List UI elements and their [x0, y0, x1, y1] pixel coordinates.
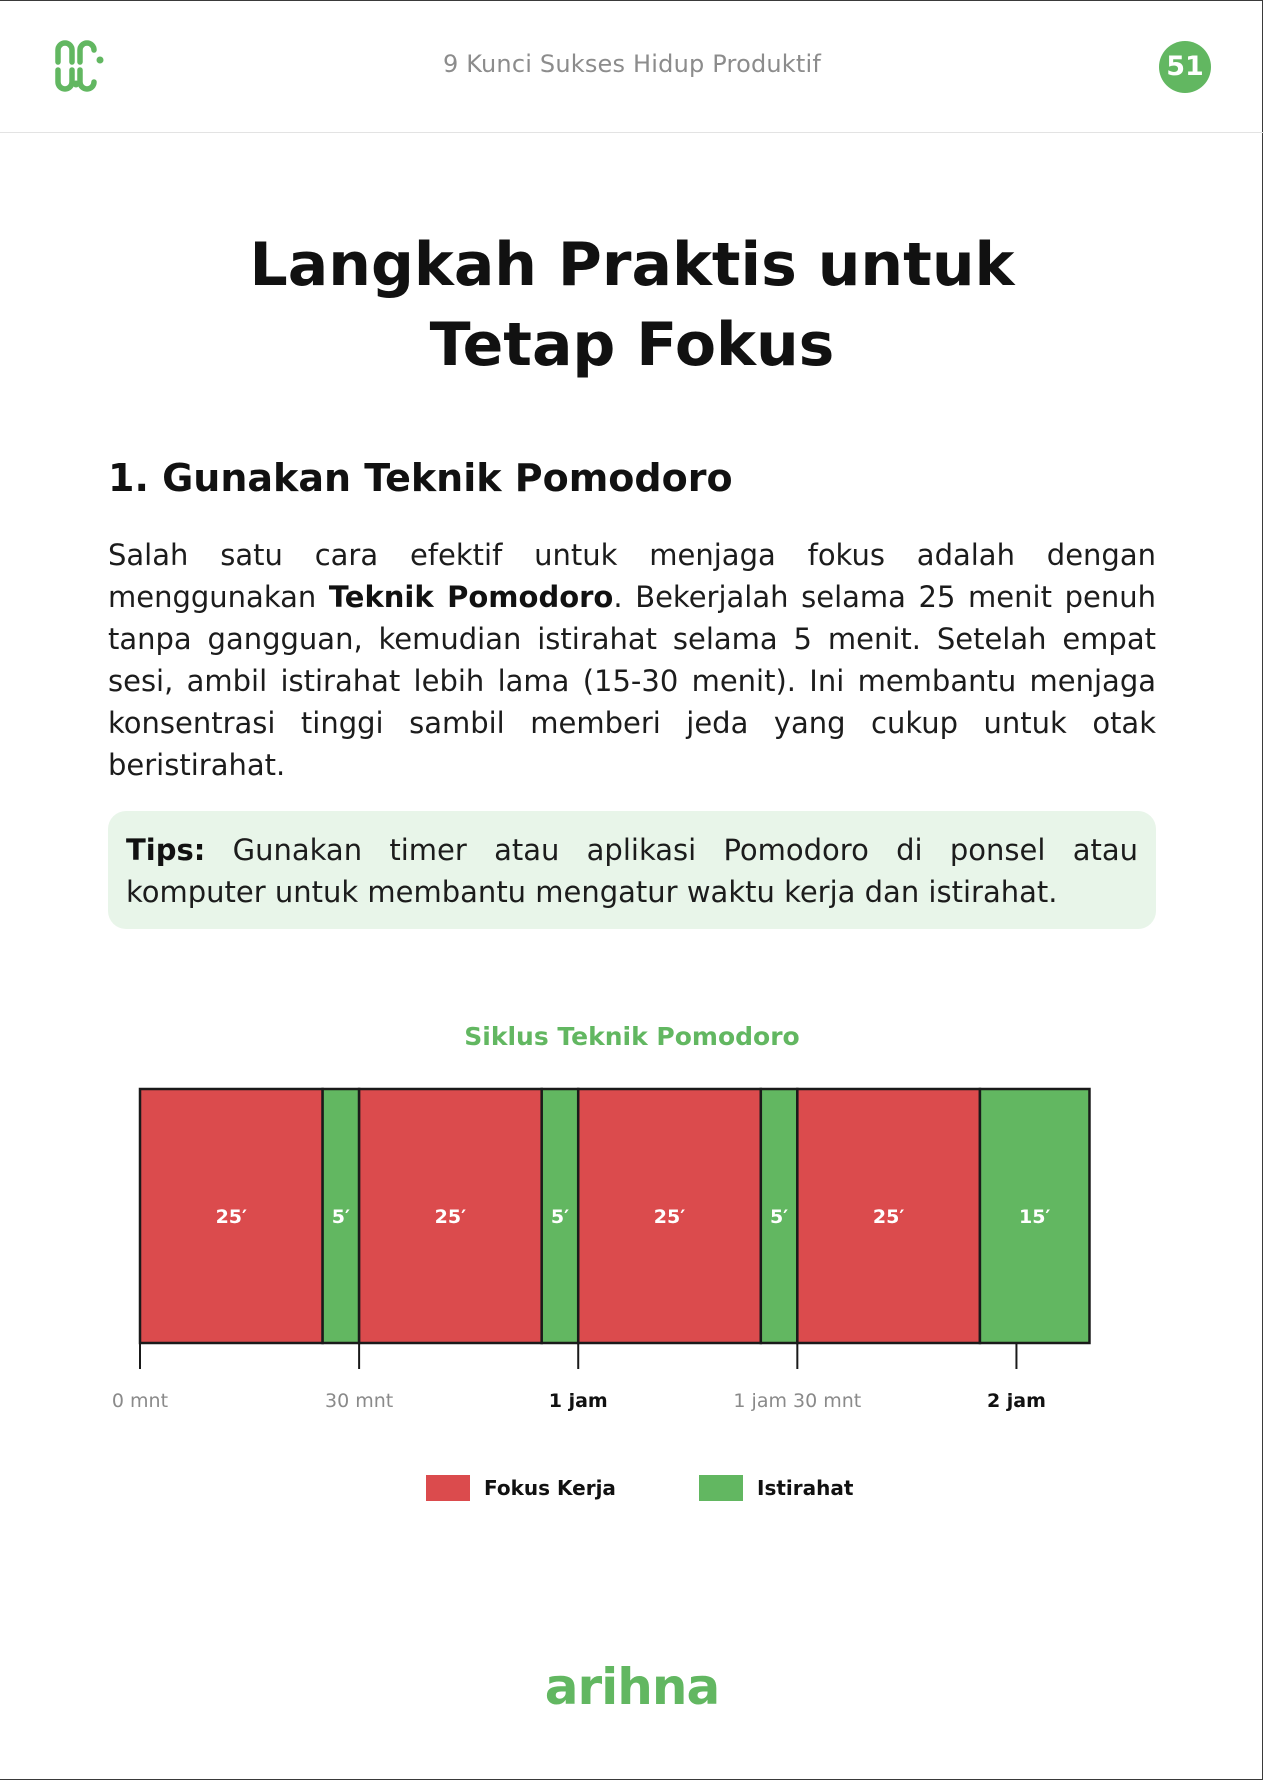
segment-label-6: 5′ — [769, 1206, 789, 1228]
page-title-line-1: Langkah Praktis untuk — [249, 230, 1015, 300]
segment-label-1: 25′ — [215, 1206, 248, 1228]
segment-label-2: 5′ — [331, 1206, 350, 1228]
tips-label: Tips: — [126, 833, 206, 867]
body-text-part-2: . Bekerjalah selama 25 menit penuh tanpa gangguan, kemudian istirahat selama 5 menit. Setelah empat sesi, ambil istirahat lebih lama (15-30 menit). Ini membantu menjaga konsentrasi tinggi sambil memberi jeda yang cukup untuk otak beristirahat. — [108, 580, 1156, 782]
x-tick-label-1: 0 mnt — [111, 1390, 169, 1412]
footer-brand-logo: arihna — [544, 1658, 720, 1716]
chart-legend — [0, 1475, 1264, 1505]
page-title-line-2: Tetap Fokus — [429, 310, 835, 380]
body-text-part-1: Salah satu cara efektif untuk menjaga fokus adalah dengan menggunakan — [108, 538, 1156, 614]
legend-swatch-break — [699, 1475, 743, 1501]
x-tick-label-4: 1 jam 30 mnt — [733, 1390, 862, 1412]
segment-label-3: 25′ — [434, 1206, 467, 1228]
tips-text: Gunakan timer atau aplikasi Pomodoro di ponsel atau komputer untuk membantu mengatur waktu kerja dan istirahat. — [126, 833, 1138, 909]
chart-title: Siklus Teknik Pomodoro — [464, 1022, 800, 1051]
segment-label-4: 5′ — [550, 1206, 570, 1228]
legend-label-break: Istirahat — [757, 1476, 854, 1500]
legend-item-focus — [426, 1475, 626, 1505]
page-number-badge: 51 — [1159, 41, 1211, 93]
segment-label-5: 25′ — [653, 1206, 686, 1228]
segment-label-7: 25′ — [872, 1206, 905, 1228]
x-tick-label-2: 30 mnt — [325, 1390, 394, 1412]
legend-swatch-focus — [426, 1475, 470, 1501]
legend-label-focus: Fokus Kerja — [484, 1476, 616, 1500]
section-heading: 1. Gunakan Teknik Pomodoro — [108, 456, 733, 500]
x-tick-label-5: 2 jam — [986, 1390, 1046, 1412]
header-title: 9 Kunci Sukses Hidup Produktif — [442, 50, 822, 78]
x-tick-label-3: 1 jam — [548, 1390, 608, 1412]
body-text-bold: Teknik Pomodoro — [328, 580, 614, 614]
segment-label-8: 15′ — [1018, 1206, 1051, 1228]
legend-item-break — [699, 1475, 899, 1505]
